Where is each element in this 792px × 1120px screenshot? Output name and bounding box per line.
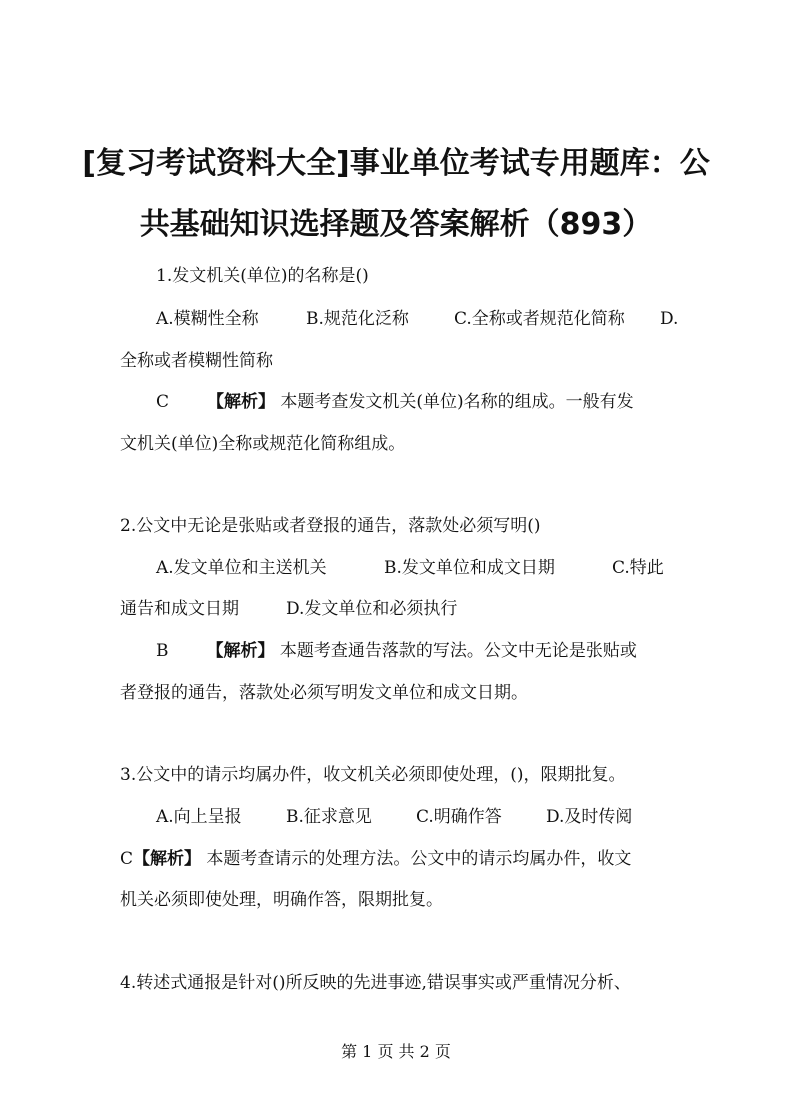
question-1-option-d: D. xyxy=(660,309,679,329)
footer-total-pages: 2 xyxy=(419,1042,430,1061)
question-1-answer-analysis xyxy=(156,391,634,413)
question-3-answer: C xyxy=(120,849,134,869)
question-1-analysis-tag: 【解析】 xyxy=(207,392,276,412)
question-1-analysis-text: 本题考查发文机关(单位)名称的组成。一般有发 xyxy=(280,392,634,412)
footer-current-page: 1 xyxy=(362,1042,373,1061)
question-2-analysis-text-cont: 者登报的通告，落款处必须写明发文单位和成文日期。 xyxy=(120,683,528,703)
question-2-analysis-tag: 【解析】 xyxy=(206,641,275,661)
question-2-option-c-text: 通告和成文日期 xyxy=(120,599,239,619)
question-2-answer: B xyxy=(156,641,169,661)
question-1-option-c: C.全称或者规范化简称 xyxy=(454,309,625,329)
question-3-stem: 3.公文中的请示均属办件，收文机关必须即使处理，()，限期批复。 xyxy=(120,765,626,785)
question-2-stem: 2.公文中无论是张贴或者登报的通告，落款处必须写明() xyxy=(120,516,541,536)
question-3-option-b: B.征求意见 xyxy=(286,807,372,827)
question-3-analysis-tag: 【解析】 xyxy=(133,849,202,869)
page-footer xyxy=(0,1041,792,1063)
document-title-line-1: [复习考试资料大全]事业单位考试专用题库：公 xyxy=(82,146,710,181)
question-1-analysis-text-cont: 文机关(单位)全称或规范化简称组成。 xyxy=(120,434,406,454)
question-1-answer: C xyxy=(156,392,170,412)
document-title-line-2: 共基础知识选择题及答案解析（893） xyxy=(139,207,653,242)
question-2-options xyxy=(156,557,664,579)
footer-label-post: 页 xyxy=(434,1042,451,1061)
question-2-option-d: D.发文单位和必须执行 xyxy=(286,599,458,619)
question-1-options xyxy=(156,308,678,330)
footer-label-pre: 第 xyxy=(341,1042,358,1061)
question-2-option-c: C.特此 xyxy=(612,558,664,578)
question-3-option-a: A.向上呈报 xyxy=(156,807,242,827)
question-3-analysis-text-cont: 机关必须即使处理，明确作答，限期批复。 xyxy=(120,890,443,910)
question-3-option-d: D.及时传阅 xyxy=(546,807,633,827)
question-2-answer-analysis xyxy=(156,640,637,662)
question-3-options xyxy=(156,806,632,828)
question-1-option-b: B.规范化泛称 xyxy=(306,309,409,329)
question-2-options-cont xyxy=(120,598,457,620)
question-3-analysis-text: 本题考查请示的处理方法。公文中的请示均属办件，收文 xyxy=(206,849,632,869)
footer-label-mid: 页 共 xyxy=(377,1042,415,1061)
question-3-option-c: C.明确作答 xyxy=(416,807,502,827)
question-2-analysis-text: 本题考查通告落款的写法。公文中无论是张贴或 xyxy=(279,641,637,661)
question-2-option-a: A.发文单位和主送机关 xyxy=(156,558,327,578)
question-1-option-d-text: 全称或者模糊性简称 xyxy=(120,351,273,371)
question-1-option-a: A.模糊性全称 xyxy=(156,309,259,329)
question-3-answer-analysis xyxy=(120,848,631,870)
question-2-option-b: B.发文单位和成文日期 xyxy=(384,558,555,578)
question-1-stem: 1.发文机关(单位)的名称是() xyxy=(156,266,369,286)
question-4-stem: 4.转述式通报是针对()所反映的先进事迹,错误事实或严重情况分析、 xyxy=(120,973,631,993)
